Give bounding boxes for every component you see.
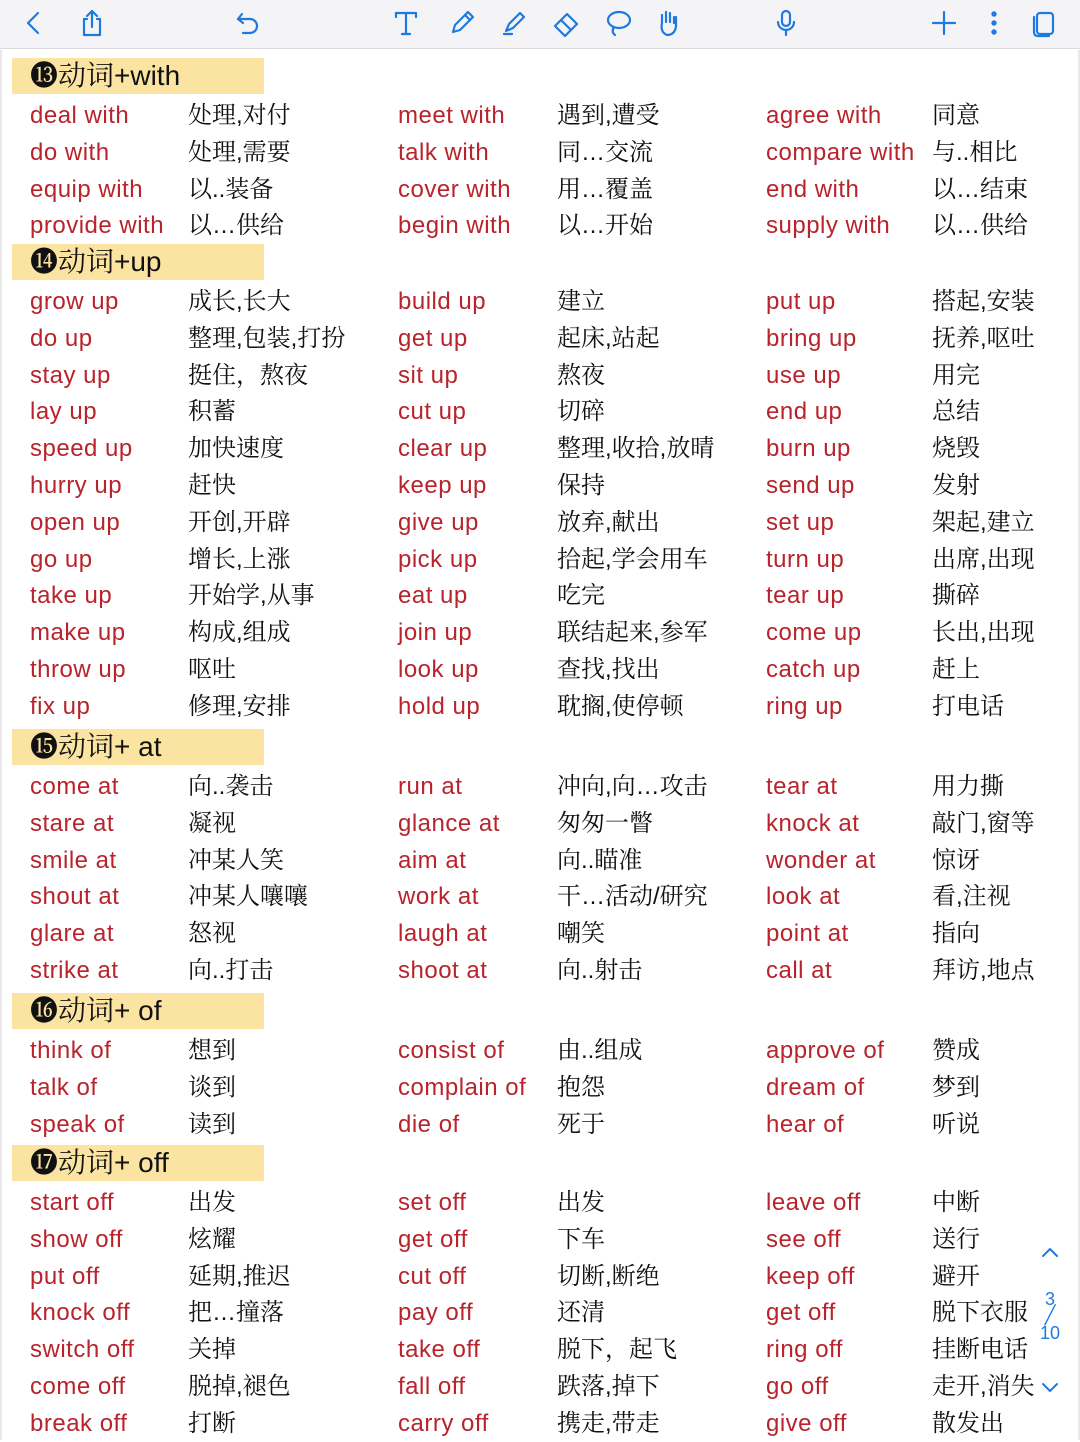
section-title: ⓰动词+ of — [12, 993, 264, 1029]
phrase-english: catch up — [766, 656, 861, 683]
phrase-chinese: 赞成 — [932, 1037, 980, 1064]
phrase-english: dream of — [766, 1073, 865, 1101]
phrase-row — [2, 806, 1080, 842]
phrase-row — [2, 1259, 1080, 1295]
phrase-chinese: 死于 — [557, 1110, 605, 1138]
phrase-row — [2, 1033, 1080, 1069]
phrase-english: put off — [30, 1262, 100, 1290]
phrase-chinese: 切碎 — [557, 398, 605, 426]
phrase-row — [2, 468, 1080, 504]
phrase-english: go up — [30, 545, 93, 573]
phrase-english: cut up — [398, 398, 467, 426]
phrase-chinese: 散发出 — [932, 1409, 1004, 1437]
phrase-english: hold up — [398, 692, 481, 720]
phrase-row — [2, 135, 1080, 171]
phrase-chinese: 查找,找出 — [557, 656, 660, 683]
phrase-english: stare at — [30, 809, 115, 837]
back-icon[interactable] — [14, 4, 54, 42]
phrase-row — [2, 1406, 1080, 1442]
phrase-chinese: 呕吐 — [188, 656, 236, 683]
phrase-english: point at — [766, 920, 849, 948]
phrase-chinese: 开始学,从事 — [188, 582, 315, 610]
section-title: ⓮动词+up — [12, 244, 264, 280]
phrase-chinese: 冲向,向…攻击 — [557, 773, 708, 800]
phrase-english: make up — [30, 619, 126, 647]
phrase-row — [2, 879, 1080, 915]
highlighter-icon[interactable] — [494, 4, 534, 42]
phrase-chinese: 修理,安排 — [188, 692, 291, 720]
phrase-english: shout at — [30, 883, 120, 911]
phrase-row — [2, 1295, 1080, 1331]
phrase-chinese: 赶快 — [188, 472, 236, 499]
more-icon[interactable] — [974, 4, 1014, 42]
phrase-english: work at — [398, 883, 479, 911]
phrase-row — [2, 431, 1080, 467]
phrase-english: take up — [30, 582, 113, 610]
phrase-english: strike at — [30, 957, 119, 984]
phrase-chinese: 下车 — [557, 1225, 605, 1253]
phrase-row — [2, 916, 1080, 952]
page-indicator — [1030, 1289, 1070, 1345]
phrase-row — [2, 1222, 1080, 1258]
phrase-english: set up — [766, 508, 835, 536]
phrase-english: approve of — [766, 1037, 885, 1064]
phrase-english: switch off — [30, 1336, 135, 1364]
phrase-chinese: 发射 — [932, 472, 980, 499]
phrase-chinese: 以…供给 — [932, 212, 1028, 240]
phrase-chinese: 保持 — [557, 472, 605, 499]
phrase-chinese: 脱下，起飞 — [557, 1336, 677, 1364]
phrase-english: build up — [398, 288, 487, 315]
phrase-chinese: 向..打击 — [188, 957, 274, 984]
phrase-row — [2, 542, 1080, 578]
phrase-chinese: 以…结束 — [932, 175, 1028, 203]
phrase-english: look at — [766, 883, 841, 911]
phrase-chinese: 用力撕 — [932, 773, 1004, 800]
page-up-icon[interactable] — [1030, 1242, 1070, 1269]
page-separator: ╱ — [1044, 1305, 1056, 1325]
phrase-english: carry off — [398, 1409, 489, 1437]
page-down-icon[interactable] — [1030, 1376, 1070, 1403]
phrase-chinese: 联结起来,参军 — [557, 619, 708, 647]
phrase-row — [2, 172, 1080, 208]
phrase-chinese: 处理,对付 — [188, 102, 291, 129]
phrase-row — [2, 1107, 1080, 1143]
phrase-english: get up — [398, 324, 468, 352]
phrase-english: laugh at — [398, 920, 488, 948]
phrase-english: run at — [398, 773, 463, 800]
phrase-chinese: 怒视 — [188, 920, 236, 948]
phrase-english: begin with — [398, 212, 512, 240]
phrase-english: sit up — [398, 361, 459, 389]
phrase-english: deal with — [30, 102, 130, 129]
phrase-chinese: 加快速度 — [188, 435, 284, 463]
phrase-chinese: 看,注视 — [932, 883, 1011, 911]
phrase-english: get off — [398, 1225, 468, 1253]
phrase-english: wonder at — [766, 846, 876, 874]
phrase-chinese: 向..射击 — [557, 957, 643, 984]
phrase-chinese: 关掉 — [188, 1336, 236, 1364]
phrase-chinese: 开创,开辟 — [188, 508, 291, 536]
phrase-english: break off — [30, 1409, 128, 1437]
phrase-english: cut off — [398, 1262, 467, 1290]
phrase-chinese: 出发 — [188, 1189, 236, 1216]
phrase-chinese: 赶上 — [932, 656, 980, 683]
phrase-chinese: 以…供给 — [188, 212, 284, 240]
phrase-chinese: 送行 — [932, 1225, 980, 1253]
section-title: ⓯动词+ at — [12, 729, 264, 765]
phrase-chinese: 切断,断绝 — [557, 1262, 660, 1290]
share-icon[interactable] — [72, 4, 112, 42]
phrase-english: talk of — [30, 1073, 98, 1101]
phrase-english: bring up — [766, 324, 857, 352]
phrase-chinese: 吃完 — [557, 582, 605, 610]
phrase-chinese: 整理,包装,打扮 — [188, 324, 346, 352]
notebook-page — [0, 50, 1080, 1440]
phrase-chinese: 嘲笑 — [557, 920, 605, 948]
phrase-chinese: 总结 — [932, 398, 980, 426]
phrase-english: cover with — [398, 175, 512, 203]
phrase-chinese: 指向 — [932, 920, 980, 948]
phrase-english: consist of — [398, 1037, 505, 1064]
phrase-row — [2, 843, 1080, 879]
phrase-chinese: 惊讶 — [932, 846, 980, 874]
phrase-english: do up — [30, 324, 93, 352]
phrase-chinese: 出发 — [557, 1189, 605, 1216]
lasso-icon[interactable] — [598, 4, 638, 42]
text-tool-icon[interactable] — [386, 4, 426, 42]
phrase-english: set off — [398, 1189, 467, 1216]
phrase-chinese: 脱掉,褪色 — [188, 1373, 291, 1400]
phrase-chinese: 还清 — [557, 1299, 605, 1327]
phrase-chinese: 耽搁,使停顿 — [557, 692, 684, 720]
phrase-chinese: 以…开始 — [557, 212, 653, 240]
phrase-english: hurry up — [30, 472, 123, 499]
microphone-icon[interactable] — [766, 4, 806, 42]
phrase-row — [2, 769, 1080, 805]
undo-icon[interactable] — [228, 4, 268, 42]
phrase-row — [2, 578, 1080, 614]
phrase-english: use up — [766, 361, 842, 389]
phrase-chinese: 读到 — [188, 1110, 236, 1138]
phrase-chinese: 建立 — [557, 288, 605, 315]
phrase-english: meet with — [398, 102, 506, 129]
phrase-chinese: 用完 — [932, 361, 980, 389]
phrase-english: get off — [766, 1299, 836, 1327]
phrase-chinese: 与..相比 — [932, 138, 1018, 166]
total-pages: 10 — [1039, 1323, 1061, 1343]
phrase-chinese: 由..组成 — [557, 1037, 643, 1064]
phrase-chinese: 遇到,遭受 — [557, 102, 660, 129]
phrase-row — [2, 505, 1080, 541]
phrase-english: give up — [398, 508, 479, 536]
phrase-english: do with — [30, 138, 110, 166]
phrase-chinese: 匆匆一瞥 — [557, 809, 653, 837]
phrase-chinese: 以..装备 — [188, 175, 274, 203]
phrase-chinese: 携走,带走 — [557, 1409, 660, 1437]
phrase-english: show off — [30, 1225, 123, 1253]
phrase-chinese: 长出,出现 — [932, 619, 1035, 647]
phrase-chinese: 向..瞄准 — [557, 846, 643, 874]
phrase-chinese: 凝视 — [188, 809, 236, 837]
phrase-row — [2, 953, 1080, 989]
phrase-row — [2, 98, 1080, 134]
phrase-chinese: 烧毁 — [932, 435, 980, 463]
phrase-english: burn up — [766, 435, 851, 463]
phrase-english: come up — [766, 619, 862, 647]
current-page: 3 — [1044, 1289, 1055, 1309]
phrase-chinese: 整理,收拾,放晴 — [557, 435, 715, 463]
section-title: ⓱动词+ off — [12, 1145, 264, 1181]
phrase-chinese: 走开,消失 — [932, 1373, 1035, 1400]
phrase-chinese: 用…覆盖 — [557, 175, 653, 203]
phrase-row — [2, 689, 1080, 725]
phrase-row — [2, 1070, 1080, 1106]
phrase-row — [2, 1369, 1080, 1405]
phrase-chinese: 放弃,献出 — [557, 508, 660, 536]
phrase-chinese: 增长,上涨 — [188, 545, 291, 573]
phrase-english: fall off — [398, 1373, 466, 1400]
phrase-chinese: 熬夜 — [557, 361, 605, 389]
phrase-english: knock at — [766, 809, 860, 837]
phrase-chinese: 跌落,掉下 — [557, 1373, 660, 1400]
phrase-chinese: 避开 — [932, 1262, 980, 1290]
phrase-english: think of — [30, 1037, 112, 1064]
phrase-english: shoot at — [398, 957, 488, 984]
phrase-row — [2, 394, 1080, 430]
phrase-english: turn up — [766, 545, 845, 573]
phrase-english: keep off — [766, 1262, 855, 1290]
phrase-chinese: 挂断电话 — [932, 1336, 1028, 1364]
phrase-english: end with — [766, 175, 860, 203]
phrase-english: clear up — [398, 435, 488, 463]
phrase-english: tear at — [766, 773, 838, 800]
phrase-english: agree with — [766, 102, 882, 129]
phrase-chinese: 起床,站起 — [557, 324, 660, 352]
phrase-english: pay off — [398, 1299, 474, 1327]
phrase-chinese: 积蓄 — [188, 398, 236, 426]
phrase-english: leave off — [766, 1189, 861, 1216]
phrase-english: aim at — [398, 846, 467, 874]
pen-icon[interactable] — [442, 4, 482, 42]
phrase-english: eat up — [398, 582, 468, 610]
toolbar — [0, 0, 1080, 49]
phrase-english: give off — [766, 1409, 847, 1437]
phrase-row — [2, 208, 1080, 244]
phrase-english: keep up — [398, 472, 487, 499]
phrase-chinese: 冲某人嚷嚷 — [188, 883, 308, 911]
phrase-chinese: 构成,组成 — [188, 619, 291, 647]
phrase-english: send up — [766, 472, 855, 499]
phrase-chinese: 同意 — [932, 102, 980, 129]
phrase-chinese: 拜访,地点 — [932, 957, 1035, 984]
phrase-english: compare with — [766, 138, 915, 166]
phrase-chinese: 同…交流 — [557, 138, 653, 166]
phrase-english: throw up — [30, 656, 127, 683]
phrase-english: take off — [398, 1336, 481, 1364]
phrase-chinese: 打断 — [188, 1409, 236, 1437]
phrase-english: end up — [766, 398, 843, 426]
phrase-english: complain of — [398, 1073, 527, 1101]
phrase-english: fix up — [30, 692, 91, 720]
phrase-english: go off — [766, 1373, 829, 1400]
phrase-english: provide with — [30, 212, 165, 240]
phrase-chinese: 架起,建立 — [932, 508, 1035, 536]
phrase-chinese: 抚养,呕吐 — [932, 324, 1035, 352]
phrase-chinese: 延期,推迟 — [188, 1262, 291, 1290]
phrase-english: ring up — [766, 692, 843, 720]
phrase-row — [2, 1332, 1080, 1368]
phrase-english: lay up — [30, 398, 98, 426]
phrase-english: stay up — [30, 361, 111, 389]
phrase-english: call at — [766, 957, 833, 984]
phrase-english: smile at — [30, 846, 117, 874]
phrase-english: ring off — [766, 1336, 843, 1364]
phrase-chinese: 成长,长大 — [188, 288, 291, 315]
phrase-chinese: 拾起,学会用车 — [557, 545, 708, 573]
phrase-english: come at — [30, 773, 119, 800]
phrase-chinese: 梦到 — [932, 1073, 980, 1101]
phrase-chinese: 炫耀 — [188, 1225, 236, 1253]
phrase-chinese: 处理,需要 — [188, 138, 291, 166]
phrase-chinese: 打电话 — [932, 692, 1004, 720]
phrase-english: open up — [30, 508, 121, 536]
section-title: ⓭动词+with — [12, 58, 264, 94]
phrase-english: come off — [30, 1373, 126, 1400]
phrase-english: start off — [30, 1189, 115, 1216]
phrase-row — [2, 1185, 1080, 1221]
phrase-english: look up — [398, 656, 479, 683]
phrase-english: knock off — [30, 1299, 131, 1327]
phrase-english: pick up — [398, 545, 478, 573]
phrase-chinese: 干…活动/研究 — [557, 883, 708, 911]
phrase-chinese: 出席,出现 — [932, 545, 1035, 573]
phrase-english: join up — [398, 619, 473, 647]
phrase-english: hear of — [766, 1110, 845, 1138]
phrase-english: speed up — [30, 435, 133, 463]
eraser-icon[interactable] — [546, 4, 586, 42]
phrase-english: supply with — [766, 212, 891, 240]
phrase-english: speak of — [30, 1110, 125, 1138]
phrase-english: equip with — [30, 175, 144, 203]
phrase-english: die of — [398, 1110, 460, 1138]
phrase-chinese: 敲门,窗等 — [932, 809, 1035, 837]
phrase-row — [2, 615, 1080, 651]
phrase-english: talk with — [398, 138, 490, 166]
phrase-row — [2, 321, 1080, 357]
phrase-chinese: 撕碎 — [932, 582, 980, 610]
phrase-chinese: 把…撞落 — [188, 1299, 284, 1327]
phrase-chinese: 听说 — [932, 1110, 980, 1138]
phrase-english: grow up — [30, 288, 119, 315]
phrase-english: glance at — [398, 809, 500, 837]
pages-icon[interactable] — [1024, 4, 1064, 42]
phrase-english: tear up — [766, 582, 845, 610]
phrase-english: see off — [766, 1225, 842, 1253]
phrase-chinese: 向..袭击 — [188, 773, 274, 800]
phrase-english: put up — [766, 288, 836, 315]
phrase-chinese: 挺住，熬夜 — [188, 361, 308, 389]
phrase-chinese: 抱怨 — [557, 1073, 605, 1101]
phrase-chinese: 中断 — [932, 1189, 980, 1216]
hand-icon[interactable] — [648, 4, 688, 42]
phrase-english: glare at — [30, 920, 115, 948]
add-page-icon[interactable] — [924, 4, 964, 42]
phrase-chinese: 想到 — [188, 1037, 236, 1064]
phrase-chinese: 谈到 — [188, 1073, 236, 1101]
phrase-row — [2, 358, 1080, 394]
phrase-chinese: 搭起,安装 — [932, 288, 1035, 315]
phrase-chinese: 冲某人笑 — [188, 846, 284, 874]
phrase-row — [2, 284, 1080, 320]
phrase-row — [2, 652, 1080, 688]
phrase-chinese: 脱下衣服 — [932, 1299, 1028, 1327]
